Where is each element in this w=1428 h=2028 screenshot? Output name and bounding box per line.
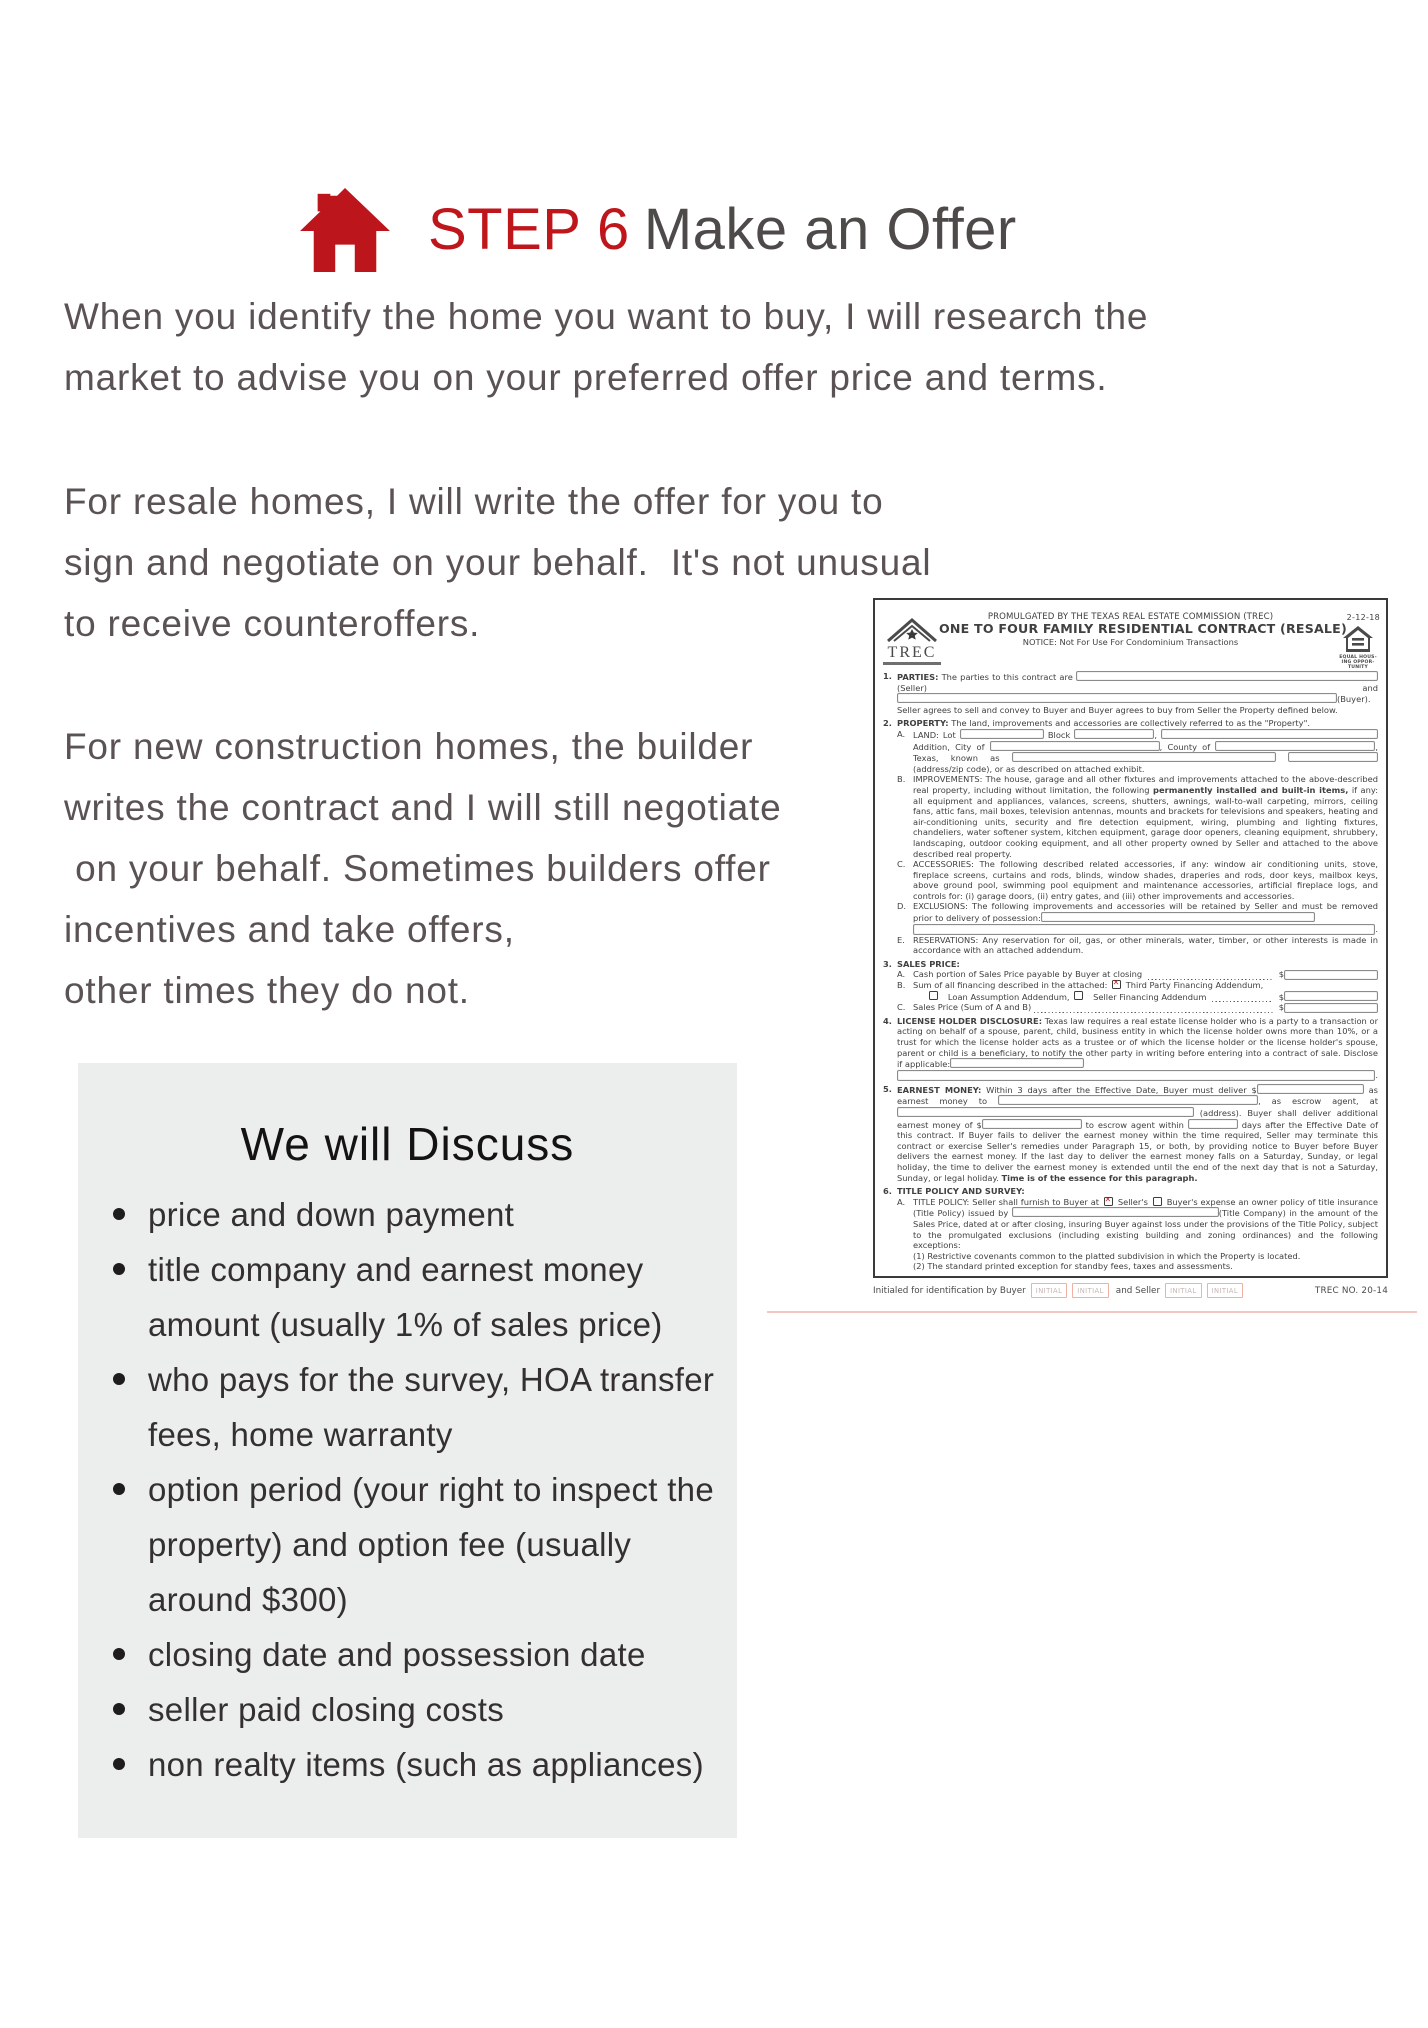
initial-box: INITIAL [1165, 1283, 1202, 1298]
paragraph-line: sign and negotiate on your behalf. It's not unusual [64, 542, 932, 583]
subsection-letter: A. [897, 728, 906, 739]
contract-text: Sales Price (Sum of A and B) [913, 1002, 1032, 1013]
intro-paragraph-1 [64, 286, 1148, 408]
bullet-line: property) and option fee (usually [148, 1526, 632, 1563]
section-label: PROPERTY: [897, 718, 949, 729]
bullet-line: price and down payment [148, 1196, 515, 1233]
contract-text: to escrow agent within [1081, 1119, 1188, 1130]
contract-text: Buyer's expense an owner policy of title insurance (Title Policy) issued by [913, 1196, 1378, 1219]
contract-subsection [911, 991, 1378, 1003]
contract-text: . [1375, 1070, 1378, 1081]
contract-section [883, 1016, 1378, 1081]
discuss-bullet [148, 1462, 737, 1627]
form-field-row [913, 924, 1378, 935]
section-label: TITLE POLICY AND SURVEY: [897, 1186, 1025, 1197]
bullet-line: option period (your right to inspect the [148, 1471, 714, 1508]
contract-text: LAND: Lot [913, 729, 960, 740]
form-field [960, 729, 1044, 739]
intro-paragraph-3 [64, 716, 782, 1021]
discuss-bullet [148, 1682, 737, 1737]
section-number: 5. [883, 1083, 892, 1094]
contract-subsection [897, 1002, 1378, 1013]
form-field [1257, 1084, 1364, 1094]
contract-revision-date: 2-12-18 [1346, 613, 1380, 622]
paragraph-line: For new construction homes, the builder [64, 726, 754, 767]
form-field [1076, 671, 1378, 681]
form-field [897, 1107, 1194, 1117]
step-label: STEP 6 [428, 196, 630, 262]
section-number: 1. [883, 671, 892, 681]
contract-section [883, 1186, 1378, 1197]
contract-text: . [1375, 924, 1378, 935]
contract-text: as earnest money to [897, 1084, 1378, 1107]
contract-text: $ [1276, 1002, 1284, 1013]
contract-header [883, 612, 1378, 668]
contract-text: Loan Assumption Addendum, [940, 991, 1073, 1002]
contract-text: (2) The standard printed exception for standby fees, taxes and assessments. [913, 1261, 1233, 1272]
contract-subsection [897, 980, 1378, 991]
trec-logo [881, 617, 943, 665]
page-header [296, 186, 1017, 272]
subsection-letter: B. [897, 774, 906, 785]
contract-subsection [897, 901, 1378, 934]
contract-subsection [897, 935, 1378, 956]
subsection-letter: D. [897, 901, 907, 912]
contract-text: The land, improvements and accessories are collectively referred to as the "Property". [948, 718, 1311, 729]
contract-text-bold: Time is of the essence for this paragraph. [1001, 1172, 1198, 1183]
form-field [990, 741, 1160, 751]
contract-title: ONE TO FOUR FAMILY RESIDENTIAL CONTRACT (RESALE) [939, 620, 1347, 636]
contract-text: Sum of all financing described in the attached: [913, 980, 1111, 991]
contract-text: Cash portion of Sales Price payable by Buyer at closing [913, 969, 1145, 980]
section-number: 2. [883, 718, 892, 729]
equal-housing-logo [1338, 626, 1378, 670]
subsection-letter: C. [897, 1002, 906, 1013]
section-number: 6. [883, 1186, 892, 1197]
contract-text: IMPROVEMENTS: The house, garage and all other fixtures and improvements attached to the above-described real property, including without limitation, the following [913, 774, 1378, 795]
equal-housing-text-3: TUNITY [1347, 664, 1369, 670]
bullet-line: around $300) [148, 1581, 348, 1618]
contract-subsection [897, 1197, 1378, 1251]
promulgated-line: PROMULGATED BY THE TEXAS REAL ESTATE COMMISSION (TREC) [987, 612, 1274, 622]
page-edge-line [767, 1311, 1417, 1313]
contract-image [873, 598, 1388, 1298]
contract-section [883, 1084, 1378, 1183]
discuss-bullet [148, 1627, 737, 1682]
contract-subsection [897, 1261, 1378, 1272]
equal-housing-text-2: ING OPPOR- [1341, 659, 1375, 665]
contract-footer [873, 1283, 1388, 1298]
contract-subsection [897, 1251, 1378, 1262]
contract-text: (Title Company) in the amount of the Sales Price, dated at or after closing, insuring Buyer against loss under the provisions of the Title Policy, subject to the promulgated exclusions (including existing building and zoning ordinances) and the following exceptions: [913, 1208, 1378, 1251]
contract-section [883, 959, 1378, 970]
contract-text: (1) Restrictive covenants common to the platted subdivision in which the Property is located. [913, 1250, 1301, 1261]
discuss-bullet [148, 1187, 737, 1242]
trec-logo-bar [883, 662, 941, 665]
subsection-letter: B. [897, 980, 906, 991]
contract-page [873, 598, 1388, 1278]
paragraph-line: incentives and take offers, [64, 909, 515, 950]
contract-text: Within 3 days after the Effective Date, Buyer must deliver $ [981, 1084, 1257, 1095]
bullet-line: title company and earnest money [148, 1251, 644, 1288]
dot-leader [1034, 1007, 1273, 1013]
checkbox-checked-icon [1112, 980, 1121, 989]
contract-text: Addition, City of [913, 741, 990, 752]
contract-text [1276, 753, 1288, 763]
equal-housing-text-1: EQUAL HOUS- [1339, 654, 1377, 660]
form-field [950, 1058, 1084, 1068]
contract-text: Texas law requires a real estate license holder who is a party to a transaction or acting on behalf of a spouse, parent, child, business entity in which the license holder owns more than 10%, or a trust for which the license holder acts as a trustee or of which the license holder or the license holder's spouse, parent or child is a beneficiary, to notify the other party in writing before entering into a contract of sale. Disclose if applicable: [897, 1015, 1378, 1070]
contract-text: , County of [1159, 741, 1216, 752]
checkbox-checked-icon [1104, 1197, 1113, 1206]
contract-section [883, 671, 1378, 715]
contract-text: Block [1043, 729, 1075, 740]
form-field [1284, 1003, 1378, 1013]
form-field [1188, 1119, 1238, 1129]
checkbox-empty-icon [1074, 991, 1083, 1000]
form-field [1012, 752, 1276, 762]
contract-text: (address/zip code), or as described on attached exhibit. [913, 763, 1145, 774]
contract-text-bold: permanently installed and built-in items, [1153, 784, 1349, 795]
initial-box: INITIAL [1031, 1283, 1068, 1298]
contract-text: Third Party Financing Addendum, [1123, 980, 1264, 991]
trec-number: TREC NO. 20-14 [1314, 1285, 1388, 1296]
contract-notice: NOTICE: Not For Use For Condominium Transactions [1022, 637, 1239, 648]
paragraph-line: other times they do not. [64, 970, 470, 1011]
contract-text: TITLE POLICY: Seller shall furnish to Buyer at [913, 1196, 1102, 1207]
section-number: 3. [883, 958, 892, 969]
form-field [1215, 741, 1375, 751]
contract-body [883, 671, 1378, 1272]
form-field [1284, 991, 1378, 1001]
section-label: EARNEST MONEY: [897, 1084, 982, 1095]
form-field [897, 1070, 1375, 1081]
page-title [428, 196, 1017, 263]
form-field [1288, 752, 1378, 762]
subsection-letter: A. [897, 1196, 906, 1207]
paragraph-line: writes the contract and I will still negotiate [64, 787, 782, 828]
contract-text: Seller Financing Addendum [1085, 991, 1210, 1002]
contract-subsection [897, 729, 1378, 774]
form-field [1284, 970, 1378, 980]
contract-text: (Seller) and [897, 682, 1378, 693]
form-field [1041, 912, 1315, 922]
trec-logo-text: TREC [887, 643, 937, 661]
initial-box: INITIAL [1072, 1283, 1109, 1298]
form-field [998, 1095, 1258, 1105]
contract-text: (address). Buyer shall deliver additional earnest money of $ [897, 1107, 1378, 1130]
intro-paragraph-2 [64, 471, 931, 654]
discuss-bullet [148, 1242, 737, 1352]
form-field-row [897, 1070, 1378, 1081]
bullet-line: seller paid closing costs [148, 1691, 504, 1728]
contract-text: $ [1276, 969, 1284, 980]
contract-text: , Texas, known as [913, 741, 1378, 764]
paragraph-line: When you identify the home you want to buy, I will research the [64, 296, 1149, 337]
discuss-title: We will Discuss [240, 1118, 575, 1170]
discuss-bullet-list [78, 1187, 737, 1792]
paragraph-line: to receive counteroffers. [64, 603, 481, 644]
title-rest: Make an Offer [643, 196, 1017, 262]
contract-subsection [897, 859, 1378, 901]
form-field [982, 1119, 1082, 1129]
section-label: SALES PRICE: [897, 958, 960, 969]
form-field [1161, 729, 1378, 739]
form-field [897, 693, 1337, 703]
bullet-line: fees, home warranty [148, 1416, 453, 1453]
initial-box: INITIAL [1207, 1283, 1244, 1298]
subsection-letter: E. [897, 934, 905, 945]
contract-text: ACCESSORIES: The following described related accessories, if any: window air conditioning units, stove, fireplace screens, curtains and rods, blinds, window shades, draperies and rods, door keys, mailbox keys, above ground pool, swimming pool equipment and maintenance accessories, artificial fireplace logs, and controls for: (i) garage doors, (ii) entry gates, and (iii) other improvements and accessories. [913, 859, 1378, 901]
form-field [1012, 1207, 1219, 1217]
contract-text: Seller's [1114, 1196, 1151, 1207]
contract-text: RESERVATIONS: Any reservation for oil, gas, or other minerals, water, timber, or other interests is made in accordance with an attached addendum. [913, 934, 1378, 956]
discuss-bullet [148, 1737, 737, 1792]
checkbox-empty-icon [1153, 1197, 1162, 1206]
contract-subsection [897, 774, 1378, 859]
footer-and-seller-text: and Seller [1115, 1285, 1161, 1296]
subsection-letter: C. [897, 859, 906, 870]
footer-initialed-text: Initialed for identification by Buyer [873, 1285, 1026, 1296]
checkbox-empty-icon [929, 991, 938, 1000]
bullet-line: non realty items (such as appliances) [148, 1746, 704, 1783]
paragraph-line: For resale homes, I will write the offer for you to [64, 481, 884, 522]
discuss-bullet [148, 1352, 737, 1462]
discuss-box [78, 1063, 737, 1838]
paragraph-line: on your behalf. Sometimes builders offer [64, 848, 771, 889]
bullet-line: who pays for the survey, HOA transfer [148, 1361, 715, 1398]
contract-text: days after the Effective Date of this contract. If Buyer fails to deliver the earnest money within the time required, Seller may terminate this contract or exercise Seller's remedies under Paragraph 15, or both, by providing notice to Buyer before Buyer delivers the earnest money. If the last day to deliver the earnest money falls on a Saturday, Sunday, or legal holiday, the time to deliver the earnest money is extended until the end of the next day that is not a Saturday, Sunday, or legal holiday. [897, 1119, 1379, 1183]
contract-text: The parties to this contract are [938, 672, 1076, 682]
trec-roof-icon [884, 617, 940, 643]
equal-housing-icon [1343, 626, 1373, 652]
subsection-letter: A. [897, 969, 906, 980]
contract-section [883, 718, 1378, 729]
contract-text: , [1154, 729, 1161, 740]
paragraph-line: market to advise you on your preferred offer price and terms. [64, 357, 1108, 398]
contract-subsection [897, 969, 1378, 980]
section-number: 4. [883, 1015, 892, 1026]
house-icon [296, 186, 394, 272]
contract-text: EXCLUSIONS: The following improvements and accessories will be retained by Seller and must be removed prior to delivery of possession: [913, 901, 1378, 924]
contract-text: (Buyer). Seller agrees to sell and convey to Buyer and Buyer agrees to buy from Seller the Property defined below. [897, 694, 1371, 715]
form-field [1074, 729, 1154, 739]
bullet-line: closing date and possession date [148, 1636, 646, 1673]
contract-text: if any: all equipment and appliances, valances, screens, shutters, awnings, wall-to-wall carpeting, mirrors, ceiling fans, attic fans, mail boxes, television antennas, mounts and brackets for televisions and speakers, heating and air-conditioning units, security and fire detection equipment, wiring, plumbing and lighting fixtures, chandeliers, water softener system, kitchen equipment, garage door openers, cleaning equipment, shrubbery, landscaping, outdoor cooking equipment, and all other property owned by Seller and attached to the above described real property. [913, 784, 1378, 859]
contract-text: , as escrow agent, at [1258, 1096, 1378, 1107]
contract-text: $ [1276, 991, 1284, 1002]
section-label: PARTIES: [897, 672, 939, 682]
bullet-line: amount (usually 1% of sales price) [148, 1306, 663, 1343]
form-field [913, 924, 1375, 935]
section-label: LICENSE HOLDER DISCLOSURE: [897, 1015, 1043, 1026]
